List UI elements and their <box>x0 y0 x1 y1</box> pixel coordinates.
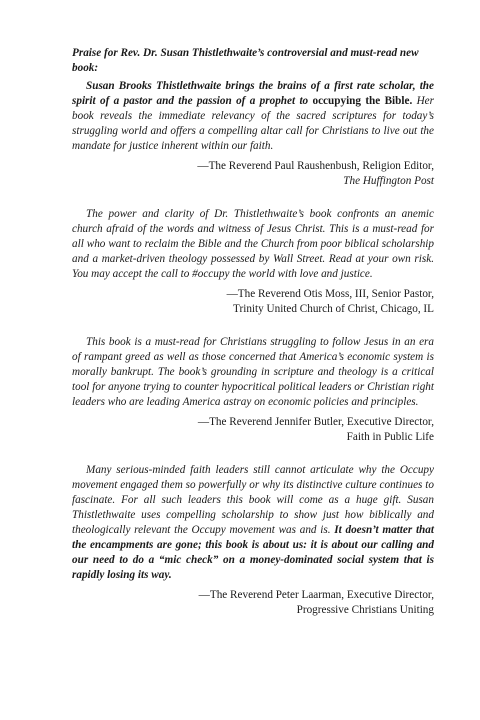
attribution-line: —The Reverend Paul Raushenbush, Religion Editor, <box>197 160 434 172</box>
blurb-lead-bold-upright: occupying the Bible. <box>312 95 413 107</box>
attribution-line: —The Reverend Otis Moss, III, Senior Pastor, <box>226 288 434 300</box>
blurb-text: This book is a must-read for Christians struggling to follow Jesus in an era of rampant greed as well as those concerned that America’s economic system is morally bankrupt. The book’s grounding in scripture and theology is a critical tool for anyone trying to counter hypocritical political leaders or Christian right leaders who are leading America astray on economic policies and principles. <box>72 336 434 408</box>
praise-page <box>72 46 434 618</box>
blurb-butler <box>72 335 434 410</box>
blurb-laarman <box>72 463 434 583</box>
attribution-affiliation: Trinity United Church of Christ, Chicago, IL <box>233 303 434 315</box>
attribution-raushenbush <box>72 159 434 189</box>
blurb-moss <box>72 207 434 282</box>
blurb-raushenbush <box>72 79 434 154</box>
attribution-line: —The Reverend Peter Laarman, Executive Director, <box>198 589 434 601</box>
attribution-butler <box>72 415 434 445</box>
blurb-text: The power and clarity of Dr. Thistlethwaite’s book confronts an anemic church afraid of the words and witness of Jesus Christ. This is a must-read for all who want to reclaim the Bible and the Church from poor biblical scholarship and a market-driven theology possessed by Wall Street. Read at your own risk. You may accept the call to #occupy the world with love and justice. <box>72 208 434 280</box>
attribution-publication: The Huffington Post <box>343 175 434 187</box>
attribution-moss <box>72 287 434 317</box>
blurb-lead-bold: Susan Brooks Thistlethwaite brings the brains of a first rate scholar, the spirit of a pastor and the passion of a prophet to <box>72 80 434 107</box>
attribution-laarman <box>72 588 434 618</box>
blurb-text: Many serious-minded faith leaders still cannot articulate why the Occupy movement engaged them so powerfully or why its distinctive culture continues to fascinate. For all such leaders this book will come as a huge gift. Susan Thistlethwaite uses compelling scholarship to show just how biblically and theologically relevant the Occupy movement was and is. <box>72 464 434 536</box>
praise-heading: Praise for Rev. Dr. Susan Thistlethwaite’s controversial and must-read new book: <box>72 47 419 74</box>
attribution-affiliation: Faith in Public Life <box>346 431 434 443</box>
attribution-line: —The Reverend Jennifer Butler, Executive Director, <box>197 416 434 428</box>
blurb-text: Her book reveals the immediate relevancy of the sacred scriptures for today’s struggling world and offers a compelling altar call for Christians to live out the mandate for justice inherent within our faith. <box>72 95 434 152</box>
blurb-bold-text: It doesn’t matter that the encampments are gone; this book is about us: it is about our calling and our need to do a “mic check” on a money-dominated social system that is rapidly losing its way. <box>72 524 434 581</box>
attribution-affiliation: Progressive Christians Uniting <box>296 604 434 616</box>
